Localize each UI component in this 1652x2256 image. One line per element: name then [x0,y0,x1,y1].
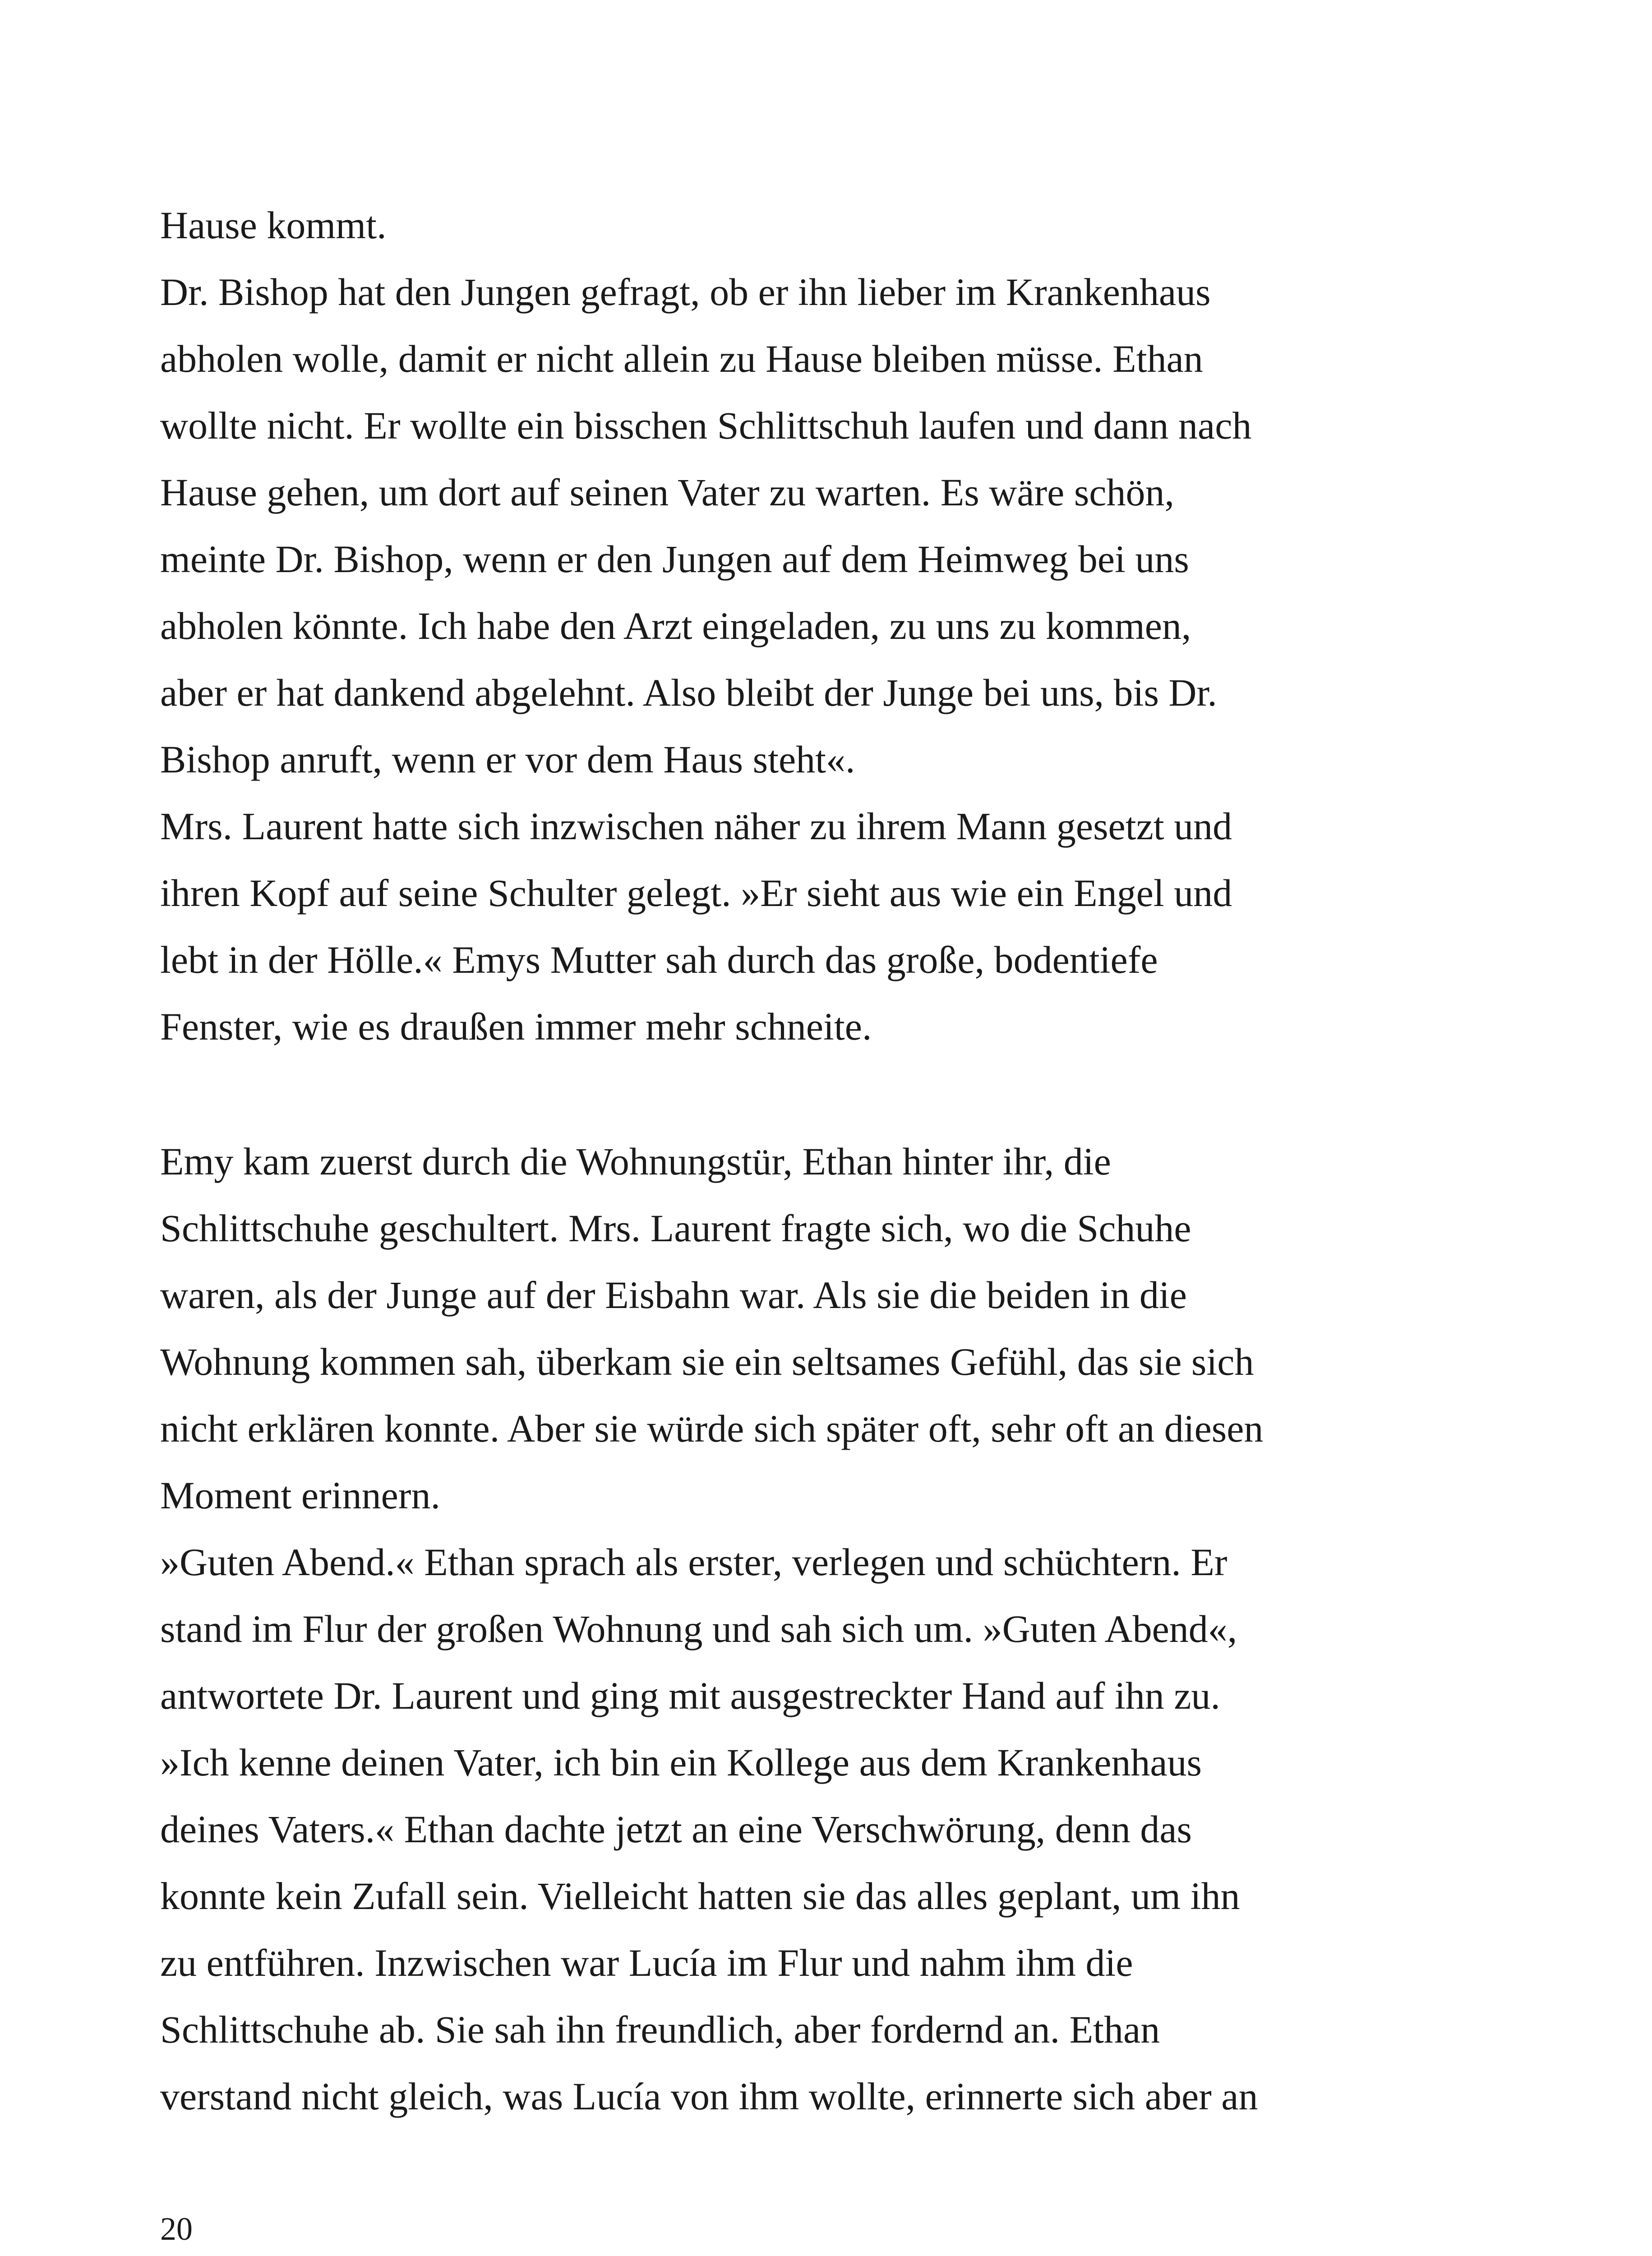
text-block-upper [160,192,1495,1060]
text-line: abholen wolle, damit er nicht allein zu Hause bleiben müsse. Ethan [160,337,1203,380]
text-line: Mrs. Laurent hatte sich inzwischen näher zu ihrem Mann gesetzt und [160,804,1232,848]
text-line: Fenster, wie es draußen immer mehr schneite. [160,1005,872,1048]
text-line: stand im Flur der großen Wohnung und sah sich um. »Guten Abend«, [160,1607,1237,1650]
text-line: Dr. Bishop hat den Jungen gefragt, ob er ihn lieber im Krankenhaus [160,270,1211,314]
text-line: abholen könnte. Ich habe den Arzt eingeladen, zu uns zu kommen, [160,604,1191,647]
text-line: konnte kein Zufall sein. Vielleicht hatten sie das alles geplant, um ihn [160,1874,1240,1918]
text-line: Moment erinnern. [160,1474,440,1517]
text-line: meinte Dr. Bishop, wenn er den Jungen auf dem Heimweg bei uns [160,537,1189,581]
text-line: wollte nicht. Er wollte ein bisschen Schlittschuh laufen und dann nach [160,404,1252,447]
page-number: 20 [160,2211,193,2247]
text-line: Hause gehen, um dort auf seinen Vater zu warten. Es wäre schön, [160,471,1174,514]
text-line: waren, als der Junge auf der Eisbahn war. Als sie die beiden in die [160,1273,1187,1317]
text-line: Emy kam zuerst durch die Wohnungstür, Ethan hinter ihr, die [160,1140,1111,1183]
text-line: antwortete Dr. Laurent und ging mit ausgestreckter Hand auf ihn zu. [160,1674,1220,1717]
text-line: lebt in der Hölle.« Emys Mutter sah durch das große, bodentiefe [160,938,1158,981]
text-line: Bishop anruft, wenn er vor dem Haus steht«. [160,738,855,781]
text-line: deines Vaters.« Ethan dachte jetzt an eine Verschwörung, denn das [160,1808,1192,1851]
text-line: »Ich kenne deinen Vater, ich bin ein Kollege aus dem Krankenhaus [160,1741,1202,1784]
text-line: Wohnung kommen sah, überkam sie ein seltsames Gefühl, das sie sich [160,1340,1254,1383]
text-block-lower [160,1128,1495,2130]
text-line: aber er hat dankend abgelehnt. Also bleibt der Junge bei uns, bis Dr. [160,671,1217,714]
text-line: Schlittschuhe ab. Sie sah ihn freundlich, aber fordernd an. Ethan [160,2008,1160,2051]
text-line: ihren Kopf auf seine Schulter gelegt. »Er sieht aus wie ein Engel und [160,871,1232,915]
text-line: »Guten Abend.« Ethan sprach als erster, verlegen und schüchtern. Er [160,1540,1227,1584]
text-line: zu entführen. Inzwischen war Lucía im Flur und nahm ihm die [160,1941,1133,1984]
text-line: Schlittschuhe geschultert. Mrs. Laurent fragte sich, wo die Schuhe [160,1207,1191,1250]
text-line: nicht erklären konnte. Aber sie würde sich später oft, sehr oft an diesen [160,1407,1264,1450]
text-line: Hause kommt. [160,203,387,247]
text-line: verstand nicht gleich, was Lucía von ihm wollte, erinnerte sich aber an [160,2075,1258,2118]
